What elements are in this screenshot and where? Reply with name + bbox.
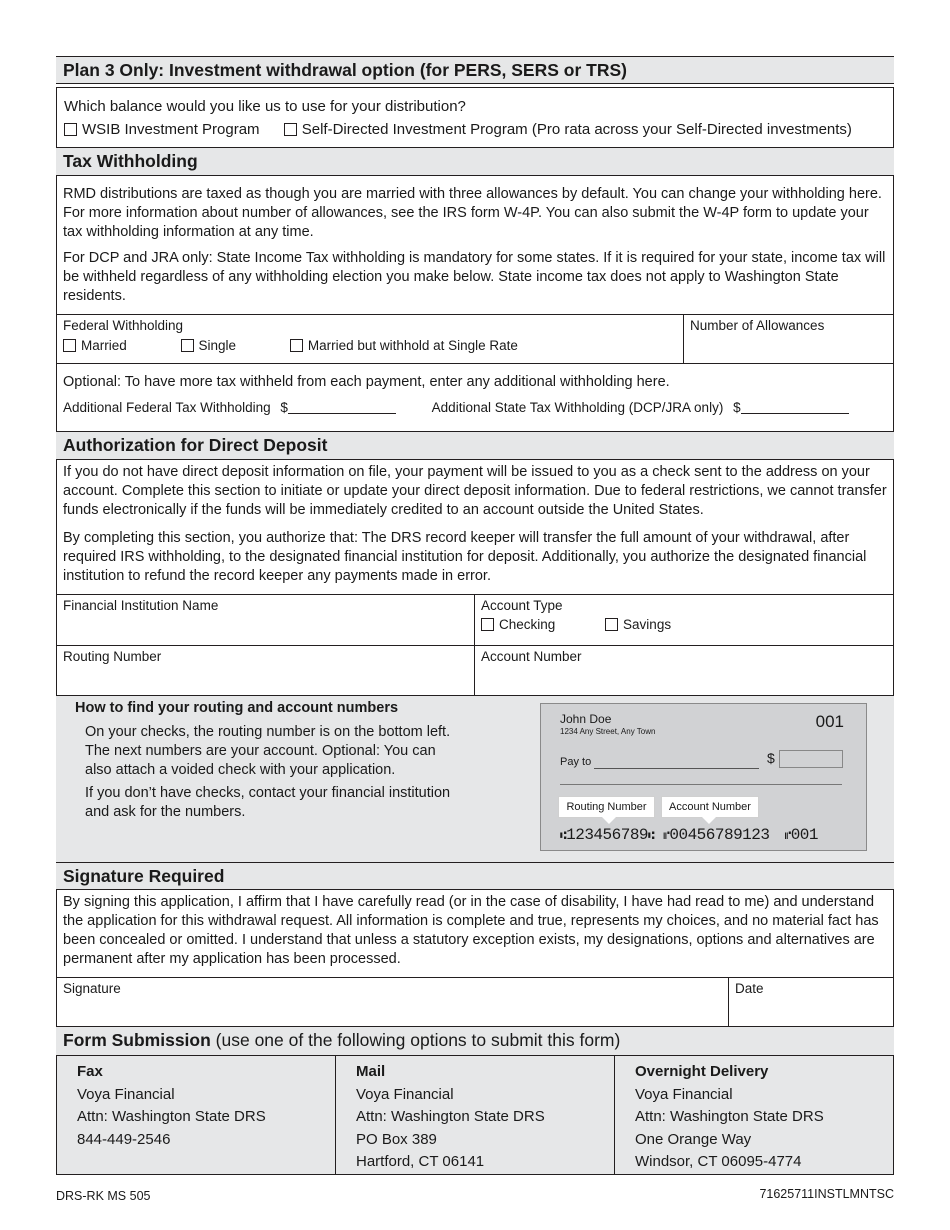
checking-checkbox[interactable] bbox=[481, 618, 494, 631]
account-number-field[interactable] bbox=[475, 646, 893, 695]
wsib-checkbox[interactable] bbox=[64, 123, 77, 136]
routing-number-field[interactable] bbox=[57, 646, 475, 695]
sample-check bbox=[540, 703, 867, 851]
deposit-info bbox=[56, 460, 894, 594]
signature-label: Signature bbox=[63, 981, 121, 996]
check-number: 001 bbox=[815, 712, 844, 731]
savings-checkbox[interactable] bbox=[605, 618, 618, 631]
account-number-tag: Account Number bbox=[661, 796, 759, 818]
single-option[interactable]: Single bbox=[181, 338, 237, 353]
submission-heading: Form Submission bbox=[63, 1030, 211, 1050]
withdrawal-form bbox=[56, 56, 894, 1175]
deposit-para-1: If you do not have direct deposit information on file, your payment will be issued to you as a check sent to the address on your account. Complete this section to initiate or update your direct deposit information. Due to federal restrictions, we cannot transfer funds electronically if the funds will be immediately credited to an account outside the United States. bbox=[63, 464, 887, 518]
micr-routing: 123456789 bbox=[566, 826, 649, 844]
federal-withholding-row bbox=[56, 314, 894, 363]
check-memo-line bbox=[560, 784, 842, 785]
checking-option[interactable]: Checking bbox=[481, 617, 555, 632]
signature-row bbox=[56, 977, 894, 1027]
married-single-rate-option[interactable]: Married but withhold at Single Rate bbox=[290, 338, 518, 353]
account-tag-pointer bbox=[701, 816, 717, 824]
signature-text: By signing this application, I affirm that I have carefully read (or in the case of disability, I have had read to me) and understand the application for this withdrawal request. All information is complete and true, represents my choices, and no material fact has been concealed or omitted. I understand that unless a statutory exception exists, my designations, options and alternatives are permanent after my application has been processed. bbox=[63, 894, 879, 967]
married-option[interactable]: Married bbox=[63, 338, 127, 353]
federal-withholding-label: Federal Withholding bbox=[63, 318, 184, 333]
routing-row bbox=[56, 645, 894, 696]
routing-help-para-1: On your checks, the routing number is on the bottom left. The next numbers are your account. Optional: You can also attach a voided check with your application. bbox=[85, 724, 451, 778]
signature-heading: Signature Required bbox=[56, 862, 894, 890]
self-directed-checkbox[interactable] bbox=[284, 123, 297, 136]
micr-line: ⑆123456789⑆ ⑈00456789123 ⑈001 bbox=[560, 826, 819, 844]
check-name: John Doe bbox=[560, 712, 612, 726]
additional-withholding: Optional: To have more tax withheld from each payment, enter any additional withholding here. Additional Federal Tax Withholding $ Additional State Tax Withholding (DCP/JRA only) $ bbox=[56, 363, 894, 432]
form-id: DRS-RK MS 505 bbox=[56, 1189, 151, 1203]
account-type-label: Account Type bbox=[481, 598, 563, 613]
routing-number-tag: Routing Number bbox=[558, 796, 655, 818]
overnight-option: Overnight Delivery Voya Financial Attn: Washington State DRS One Orange Way Windsor, CT 06095-4774 bbox=[614, 1056, 893, 1174]
account-number-label: Account Number bbox=[481, 649, 582, 664]
additional-state-label: Additional State Tax Withholding (DCP/JRA only) bbox=[431, 400, 724, 415]
institution-row bbox=[56, 594, 894, 645]
additional-state-input[interactable] bbox=[741, 400, 849, 414]
optional-withholding-text: Optional: To have more tax withheld from each payment, enter any additional withholding here. bbox=[63, 374, 670, 390]
additional-federal-label: Additional Federal Tax Withholding bbox=[63, 400, 271, 415]
tax-info bbox=[56, 176, 894, 314]
mail-option: Mail Voya Financial Attn: Washington State DRS PO Box 389 Hartford, CT 06141 bbox=[335, 1056, 614, 1174]
micr-check-number: 001 bbox=[790, 826, 819, 844]
allowances-label: Number of Allowances bbox=[690, 318, 825, 333]
plan3-question: Which balance would you like us to use for your distribution? bbox=[64, 98, 466, 115]
check-dollar-sign: $ bbox=[767, 750, 775, 766]
married-checkbox[interactable] bbox=[63, 339, 76, 352]
plan3-section bbox=[56, 87, 894, 148]
micr-account: 00456789123 bbox=[669, 826, 770, 844]
tax-heading: Tax Withholding bbox=[56, 148, 894, 176]
tax-para-2: For DCP and JRA only: State Income Tax withholding is mandatory for some states. If it is required for your state, income tax will be withheld regardless of any withholding election you make below. State income tax does not apply to Washington State residents. bbox=[63, 250, 886, 304]
submission-options bbox=[56, 1055, 894, 1175]
check-address: 1234 Any Street, Any Town bbox=[560, 727, 656, 736]
wsib-option[interactable]: WSIB Investment Program bbox=[64, 121, 260, 138]
date-label: Date bbox=[735, 981, 764, 996]
check-pay-to: Pay to bbox=[560, 756, 592, 768]
institution-name-field[interactable] bbox=[57, 595, 475, 645]
savings-option[interactable]: Savings bbox=[605, 617, 671, 632]
submission-subheading: (use one of the following options to submit this form) bbox=[215, 1030, 621, 1050]
signature-field[interactable] bbox=[57, 978, 729, 1026]
routing-tag-pointer bbox=[601, 816, 617, 824]
date-field[interactable] bbox=[729, 978, 893, 1026]
plan3-heading: Plan 3 Only: Investment withdrawal option (for PERS, SERS or TRS) bbox=[56, 56, 894, 84]
check-amount-box bbox=[779, 750, 843, 768]
deposit-para-2: By completing this section, you authorize that: The DRS record keeper will transfer the full amount of your withdrawal, after required IRS withholding, to the designated financial institution for deposit. Additionally, you authorize the designated financial institution to refund the record keeper any payments made in error. bbox=[63, 530, 867, 584]
allowances-field[interactable] bbox=[684, 315, 893, 363]
single-checkbox[interactable] bbox=[181, 339, 194, 352]
additional-federal-input[interactable] bbox=[288, 400, 396, 414]
institution-name-label: Financial Institution Name bbox=[63, 598, 219, 613]
fax-option: Fax Voya Financial Attn: Washington State DRS 844-449-2546 bbox=[77, 1063, 266, 1148]
routing-help-para-2: If you don’t have checks, contact your financial institution and ask for the numbers. bbox=[85, 785, 451, 820]
self-directed-option[interactable]: Self-Directed Investment Program (Pro rata across your Self-Directed investments) bbox=[284, 121, 852, 138]
deposit-heading: Authorization for Direct Deposit bbox=[56, 432, 894, 460]
routing-number-label: Routing Number bbox=[63, 649, 162, 664]
form-code: 71625711INSTLMNTSC bbox=[759, 1187, 894, 1201]
submission-heading-bar bbox=[56, 1027, 894, 1055]
married-single-rate-checkbox[interactable] bbox=[290, 339, 303, 352]
signature-statement bbox=[56, 890, 894, 977]
routing-help-title: How to find your routing and account numbers bbox=[75, 700, 399, 716]
tax-para-1: RMD distributions are taxed as though you are married with three allowances by default. You can change your withholding here. For more information about number of allowances, see the IRS form W-4P. You can also submit the W-4P form to update your tax withholding information at any time. bbox=[63, 186, 882, 240]
pay-to-line bbox=[594, 768, 759, 769]
